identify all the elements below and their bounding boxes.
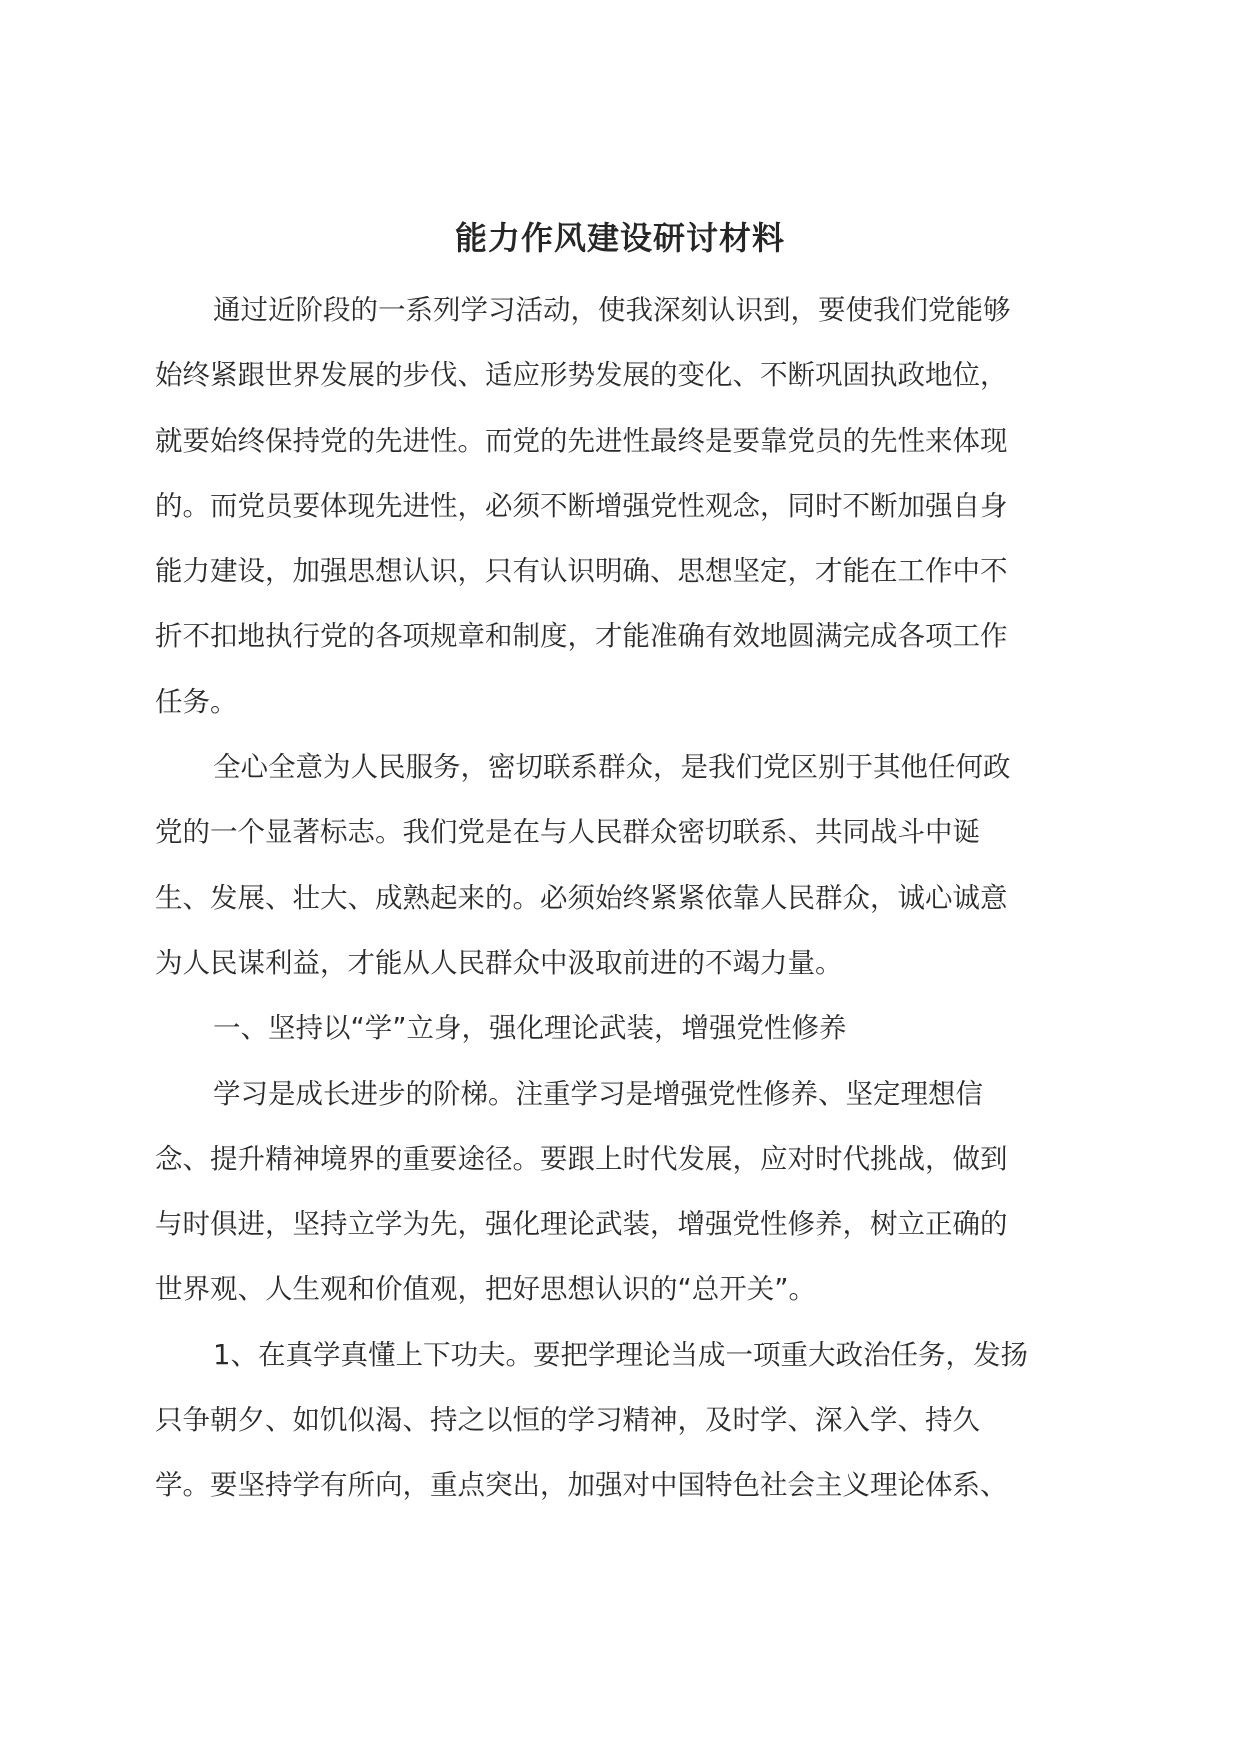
document-body: [155, 278, 1085, 1519]
text-line: 能力建设，加强思想认识，只有认识明确、思想坚定，才能在工作中不: [155, 555, 1008, 588]
text-line: 党的一个显著标志。我们党是在与人民群众密切联系、共同战斗中诞: [155, 816, 980, 849]
text-line: 1、在真学真懂上下功夫。要把学理论当成一项重大政治任务，发扬: [213, 1338, 1028, 1371]
text-line: 就要始终保持党的先进性。而党的先进性最终是要靠党员的先性来体现: [155, 424, 1008, 457]
text-line: 任务。: [155, 685, 238, 718]
text-line: 与时俱进，坚持立学为先，强化理论武装，增强党性修养，树立正确的: [155, 1208, 1008, 1241]
text-line: 生、发展、壮大、成熟起来的。必须始终紧紧依靠人民群众，诚心诚意: [155, 881, 1008, 914]
text-line: 为人民谋利益，才能从人民群众中汲取前进的不竭力量。: [155, 946, 843, 979]
document-title: 能力作风建设研讨材料: [454, 219, 785, 257]
text-line: 全心全意为人民服务，密切联系群众，是我们党区别于其他任何政: [213, 751, 1011, 784]
text-line: 始终紧跟世界发展的步伐、适应形势发展的变化、不断巩固执政地位，: [155, 359, 1008, 392]
text-line: 学习是成长进步的阶梯。注重学习是增强党性修养、坚定理想信: [213, 1077, 983, 1110]
text-line: 世界观、人生观和价值观，把好思想认识的“总开关”。: [155, 1273, 816, 1306]
text-line: 念、提升精神境界的重要途径。要跟上时代发展，应对时代挑战，做到: [155, 1142, 1008, 1175]
text-line: 的。而党员要体现先进性，必须不断增强党性观念，同时不断加强自身: [155, 489, 1008, 522]
text-line: 只争朝夕、如饥似渴、持之以恒的学习精神，及时学、深入学、持久: [155, 1404, 980, 1437]
text-line: 通过近阶段的一系列学习活动，使我深刻认识到，要使我们党能够: [213, 294, 1011, 326]
text-line: 学。要坚持学有所向，重点突出，加强对中国特色社会主义理论体系、: [155, 1469, 1008, 1502]
section-heading: 一、坚持以“学”立身，强化理论武装，增强党性修养: [213, 1012, 847, 1045]
text-line: 折不扣地执行党的各项规章和制度，才能准确有效地圆满完成各项工作: [155, 620, 1008, 653]
